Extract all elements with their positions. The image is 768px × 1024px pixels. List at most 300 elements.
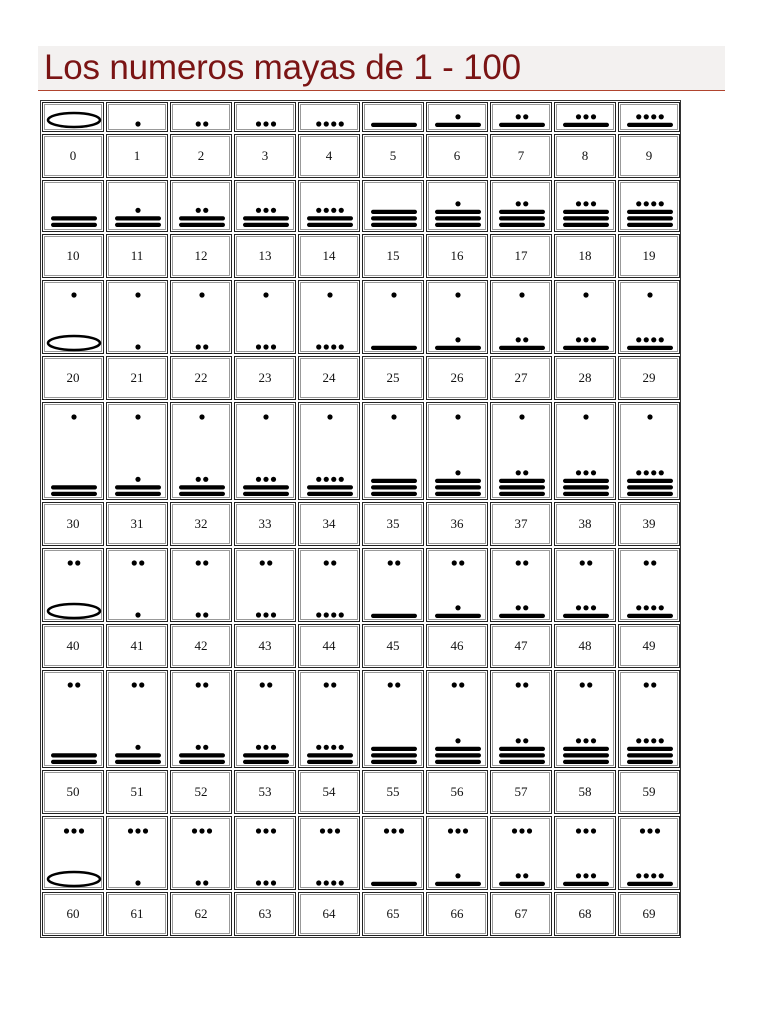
maya-glyph	[555, 181, 617, 233]
number-label-cell: 24	[298, 356, 360, 400]
maya-glyph-cell	[426, 548, 488, 622]
maya-glyph	[171, 281, 233, 355]
maya-dot	[339, 612, 344, 617]
maya-dot	[644, 738, 649, 743]
maya-bar	[499, 882, 545, 886]
maya-bar	[499, 479, 545, 483]
number-label-cell: 6	[426, 134, 488, 178]
maya-dot	[455, 292, 460, 297]
maya-glyph-cell	[490, 280, 552, 354]
number-label-cell: 46	[426, 624, 488, 668]
maya-glyph	[299, 817, 361, 891]
maya-dot	[196, 612, 201, 617]
maya-glyph	[235, 671, 297, 769]
number-label-cell: 54	[298, 770, 360, 814]
maya-glyph-cell	[42, 402, 104, 500]
maya-glyph	[619, 817, 681, 891]
maya-bar	[371, 223, 417, 227]
maya-dot	[455, 201, 460, 206]
maya-dot	[640, 828, 645, 833]
maya-dot	[591, 873, 596, 878]
maya-dot	[576, 738, 581, 743]
maya-dot	[316, 612, 321, 617]
maya-bar	[435, 210, 481, 214]
maya-dot	[519, 414, 524, 419]
maya-dot	[636, 605, 641, 610]
maya-dot	[516, 873, 521, 878]
maya-glyph	[555, 671, 617, 769]
maya-dot	[263, 414, 268, 419]
number-label-cell: 58	[554, 770, 616, 814]
maya-dot	[271, 612, 276, 617]
maya-glyph-cell	[426, 280, 488, 354]
maya-bar	[563, 479, 609, 483]
maya-glyph	[619, 671, 681, 769]
number-label-cell: 44	[298, 624, 360, 668]
maya-bar	[307, 492, 353, 496]
maya-glyph-cell	[234, 402, 296, 500]
number-label-cell: 37	[490, 502, 552, 546]
maya-glyph	[427, 549, 489, 623]
number-label-cell: 67	[490, 892, 552, 936]
maya-bar	[179, 223, 225, 227]
maya-dot	[455, 873, 460, 878]
maya-dot	[636, 201, 641, 206]
maya-glyph	[619, 103, 681, 133]
maya-dot	[523, 470, 528, 475]
maya-dot	[644, 337, 649, 342]
maya-bar	[627, 760, 673, 764]
maya-dot	[644, 201, 649, 206]
maya-dot	[139, 682, 144, 687]
maya-glyph-cell	[170, 180, 232, 232]
maya-bar	[563, 492, 609, 496]
maya-dot	[324, 560, 329, 565]
maya-dot	[324, 612, 329, 617]
maya-bar	[627, 492, 673, 496]
maya-dot	[455, 414, 460, 419]
maya-dot	[587, 682, 592, 687]
number-label-cell: 68	[554, 892, 616, 936]
maya-glyph-cell	[298, 816, 360, 890]
maya-glyph-cell	[618, 548, 680, 622]
number-label-cell: 13	[234, 234, 296, 278]
maya-dot	[455, 605, 460, 610]
maya-shell-zero	[48, 336, 100, 350]
maya-dot	[271, 208, 276, 213]
maya-bar	[563, 485, 609, 489]
maya-glyph-cell	[298, 102, 360, 132]
maya-glyph	[427, 671, 489, 769]
maya-bar	[115, 223, 161, 227]
number-label-cell: 45	[362, 624, 424, 668]
maya-dot	[256, 477, 261, 482]
number-label-cell: 3	[234, 134, 296, 178]
number-label-cell: 26	[426, 356, 488, 400]
maya-glyph-cell	[298, 180, 360, 232]
maya-bar	[179, 216, 225, 220]
maya-glyph-cell	[298, 548, 360, 622]
maya-dot	[455, 738, 460, 743]
maya-glyph-cell	[490, 816, 552, 890]
number-label-cell: 65	[362, 892, 424, 936]
maya-dot	[391, 828, 396, 833]
maya-glyph	[171, 817, 233, 891]
maya-dot	[271, 880, 276, 885]
maya-dot	[516, 738, 521, 743]
maya-bar	[243, 760, 289, 764]
maya-bar	[627, 753, 673, 757]
maya-glyph-cell	[234, 548, 296, 622]
maya-dot	[199, 292, 204, 297]
maya-dot	[324, 477, 329, 482]
maya-dot	[324, 682, 329, 687]
number-label-cell: 59	[618, 770, 680, 814]
maya-dot	[316, 344, 321, 349]
maya-glyph	[43, 403, 105, 501]
maya-bar	[371, 485, 417, 489]
maya-glyph-cell	[362, 180, 424, 232]
maya-glyph-cell	[362, 816, 424, 890]
maya-shell-zero	[48, 113, 100, 127]
number-label-cell: 29	[618, 356, 680, 400]
maya-glyph-cell	[554, 402, 616, 500]
number-label-cell: 48	[554, 624, 616, 668]
maya-dot	[583, 337, 588, 342]
maya-bar	[627, 223, 673, 227]
maya-dot	[331, 682, 336, 687]
maya-bar	[563, 760, 609, 764]
maya-dot	[263, 292, 268, 297]
maya-bar	[435, 747, 481, 751]
maya-dot	[203, 880, 208, 885]
maya-dot	[651, 738, 656, 743]
maya-dot	[135, 880, 140, 885]
maya-glyph-cell	[170, 548, 232, 622]
maya-glyph-cell	[554, 102, 616, 132]
maya-glyph-cell	[234, 816, 296, 890]
maya-dot	[203, 477, 208, 482]
number-label-cell: 22	[170, 356, 232, 400]
number-label-cell: 64	[298, 892, 360, 936]
maya-glyph-cell	[426, 402, 488, 500]
maya-glyph	[619, 281, 681, 355]
maya-bar	[627, 614, 673, 618]
maya-bar	[563, 614, 609, 618]
maya-dot	[516, 560, 521, 565]
maya-dot	[132, 682, 137, 687]
maya-dot	[203, 344, 208, 349]
maya-glyph-cell	[106, 816, 168, 890]
maya-bar	[435, 760, 481, 764]
maya-dot	[636, 114, 641, 119]
maya-dot	[135, 477, 140, 482]
maya-glyph	[43, 549, 105, 623]
maya-dot	[263, 745, 268, 750]
maya-dot	[271, 828, 276, 833]
maya-dot	[335, 828, 340, 833]
maya-dot	[260, 682, 265, 687]
maya-dot	[339, 344, 344, 349]
maya-glyph	[299, 671, 361, 769]
maya-glyph-cell	[362, 280, 424, 354]
maya-dot	[203, 560, 208, 565]
maya-dot	[196, 745, 201, 750]
maya-glyph	[427, 181, 489, 233]
maya-dot	[647, 292, 652, 297]
maya-dot	[459, 560, 464, 565]
maya-glyph	[491, 403, 553, 501]
number-label-cell: 49	[618, 624, 680, 668]
maya-dot	[519, 828, 524, 833]
maya-glyph-cell	[362, 670, 424, 768]
maya-glyph	[363, 817, 425, 891]
maya-dot	[516, 114, 521, 119]
maya-dot	[391, 292, 396, 297]
maya-dot	[196, 344, 201, 349]
maya-dot	[75, 560, 80, 565]
maya-dot	[591, 828, 596, 833]
maya-glyph-cell	[490, 548, 552, 622]
number-label-cell: 40	[42, 624, 104, 668]
maya-bar	[51, 753, 97, 757]
maya-glyph	[171, 103, 233, 133]
maya-bar	[371, 346, 417, 350]
maya-bar	[371, 210, 417, 214]
maya-dot	[256, 612, 261, 617]
maya-dot	[135, 344, 140, 349]
maya-dot	[331, 612, 336, 617]
maya-dot	[327, 292, 332, 297]
number-label-cell: 61	[106, 892, 168, 936]
maya-glyph	[363, 671, 425, 769]
maya-bar	[179, 760, 225, 764]
maya-bar	[307, 223, 353, 227]
maya-dot	[651, 873, 656, 878]
maya-numbers-table	[40, 100, 681, 938]
maya-dot	[196, 560, 201, 565]
maya-glyph-cell	[170, 670, 232, 768]
number-label-cell: 20	[42, 356, 104, 400]
maya-bar	[499, 223, 545, 227]
maya-glyph-cell	[426, 180, 488, 232]
number-label-cell: 42	[170, 624, 232, 668]
maya-dot	[651, 201, 656, 206]
maya-dot	[516, 201, 521, 206]
maya-dot	[459, 682, 464, 687]
maya-dot	[644, 470, 649, 475]
maya-dot	[576, 470, 581, 475]
maya-bar	[51, 760, 97, 764]
maya-glyph-cell	[106, 670, 168, 768]
maya-glyph	[619, 403, 681, 501]
number-label-cell: 41	[106, 624, 168, 668]
maya-dot	[448, 828, 453, 833]
maya-glyph	[491, 281, 553, 355]
maya-glyph-cell	[42, 816, 104, 890]
number-label-cell: 50	[42, 770, 104, 814]
maya-glyph-cell	[234, 280, 296, 354]
number-label-cell: 69	[618, 892, 680, 936]
maya-glyph	[43, 817, 105, 891]
number-label-cell: 36	[426, 502, 488, 546]
maya-dot	[523, 201, 528, 206]
maya-bar	[627, 479, 673, 483]
maya-glyph-cell	[554, 816, 616, 890]
maya-dot	[263, 612, 268, 617]
maya-glyph	[235, 403, 297, 501]
maya-glyph-cell	[170, 102, 232, 132]
maya-dot	[576, 201, 581, 206]
maya-dot	[196, 682, 201, 687]
maya-dot	[523, 337, 528, 342]
maya-bar	[243, 223, 289, 227]
number-label-cell: 1	[106, 134, 168, 178]
maya-glyph-cell	[426, 102, 488, 132]
maya-dot	[591, 114, 596, 119]
maya-dot	[199, 828, 204, 833]
maya-bar	[371, 492, 417, 496]
maya-dot	[395, 560, 400, 565]
maya-glyph-cell	[106, 548, 168, 622]
maya-dot	[659, 470, 664, 475]
maya-dot	[455, 828, 460, 833]
maya-dot	[143, 828, 148, 833]
maya-glyph-cell	[42, 180, 104, 232]
maya-dot	[331, 880, 336, 885]
maya-dot	[523, 873, 528, 878]
maya-bar	[179, 492, 225, 496]
maya-bar	[51, 492, 97, 496]
maya-bar	[435, 479, 481, 483]
maya-dot	[316, 121, 321, 126]
maya-bar	[371, 123, 417, 127]
maya-glyph	[619, 181, 681, 233]
maya-dot	[135, 745, 140, 750]
maya-bar	[627, 882, 673, 886]
maya-bar	[435, 485, 481, 489]
maya-glyph	[235, 281, 297, 355]
maya-dot	[523, 114, 528, 119]
number-label-cell: 25	[362, 356, 424, 400]
maya-dot	[576, 873, 581, 878]
maya-glyph-cell	[298, 402, 360, 500]
maya-dot	[271, 344, 276, 349]
maya-glyph-cell	[490, 180, 552, 232]
maya-dot	[651, 470, 656, 475]
maya-bar	[307, 753, 353, 757]
maya-dot	[256, 121, 261, 126]
maya-dot	[263, 344, 268, 349]
maya-bar	[435, 882, 481, 886]
maya-glyph-cell	[42, 102, 104, 132]
maya-glyph	[171, 549, 233, 623]
maya-dot	[331, 477, 336, 482]
maya-glyph	[235, 103, 297, 133]
maya-shell-zero	[48, 872, 100, 886]
maya-glyph	[235, 181, 297, 233]
maya-dot	[659, 873, 664, 878]
maya-dot	[256, 208, 261, 213]
maya-dot	[655, 828, 660, 833]
maya-dot	[580, 682, 585, 687]
maya-glyph-cell	[618, 402, 680, 500]
maya-dot	[316, 745, 321, 750]
maya-dot	[331, 344, 336, 349]
maya-dot	[576, 605, 581, 610]
number-label-cell: 60	[42, 892, 104, 936]
maya-bar	[435, 346, 481, 350]
maya-glyph	[555, 549, 617, 623]
maya-dot	[452, 560, 457, 565]
maya-glyph-cell	[234, 102, 296, 132]
maya-dot	[527, 828, 532, 833]
maya-glyph	[427, 281, 489, 355]
maya-glyph-cell	[426, 670, 488, 768]
number-label-cell: 30	[42, 502, 104, 546]
number-label-cell: 16	[426, 234, 488, 278]
maya-dot	[128, 828, 133, 833]
maya-bar	[307, 485, 353, 489]
maya-bar	[627, 216, 673, 220]
maya-dot	[256, 344, 261, 349]
maya-dot	[636, 337, 641, 342]
maya-dot	[263, 121, 268, 126]
maya-dot	[327, 828, 332, 833]
maya-dot	[388, 682, 393, 687]
maya-dot	[455, 470, 460, 475]
maya-dot	[271, 477, 276, 482]
maya-glyph	[43, 281, 105, 355]
maya-dot	[523, 738, 528, 743]
maya-dot	[651, 682, 656, 687]
maya-glyph	[171, 181, 233, 233]
maya-dot	[576, 114, 581, 119]
maya-dot	[203, 121, 208, 126]
maya-bar	[179, 485, 225, 489]
maya-shell-zero	[48, 604, 100, 618]
maya-glyph-cell	[42, 548, 104, 622]
maya-bar	[563, 747, 609, 751]
maya-dot	[455, 337, 460, 342]
maya-bar	[563, 123, 609, 127]
maya-dot	[651, 605, 656, 610]
maya-dot	[324, 344, 329, 349]
maya-glyph-cell	[554, 548, 616, 622]
number-label-cell: 2	[170, 134, 232, 178]
maya-glyph	[427, 817, 489, 891]
maya-dot	[71, 828, 76, 833]
number-label-cell: 5	[362, 134, 424, 178]
maya-glyph-cell	[234, 180, 296, 232]
maya-bar	[499, 492, 545, 496]
maya-glyph	[555, 403, 617, 501]
maya-bar	[243, 492, 289, 496]
maya-glyph-cell	[554, 280, 616, 354]
maya-glyph	[107, 549, 169, 623]
maya-dot	[256, 745, 261, 750]
maya-dot	[68, 560, 73, 565]
maya-bar	[435, 753, 481, 757]
maya-bar	[627, 747, 673, 751]
maya-dot	[339, 745, 344, 750]
maya-glyph-cell	[42, 280, 104, 354]
maya-dot	[263, 208, 268, 213]
number-label-cell: 21	[106, 356, 168, 400]
maya-dot	[523, 605, 528, 610]
maya-dot	[135, 612, 140, 617]
maya-bar	[371, 614, 417, 618]
